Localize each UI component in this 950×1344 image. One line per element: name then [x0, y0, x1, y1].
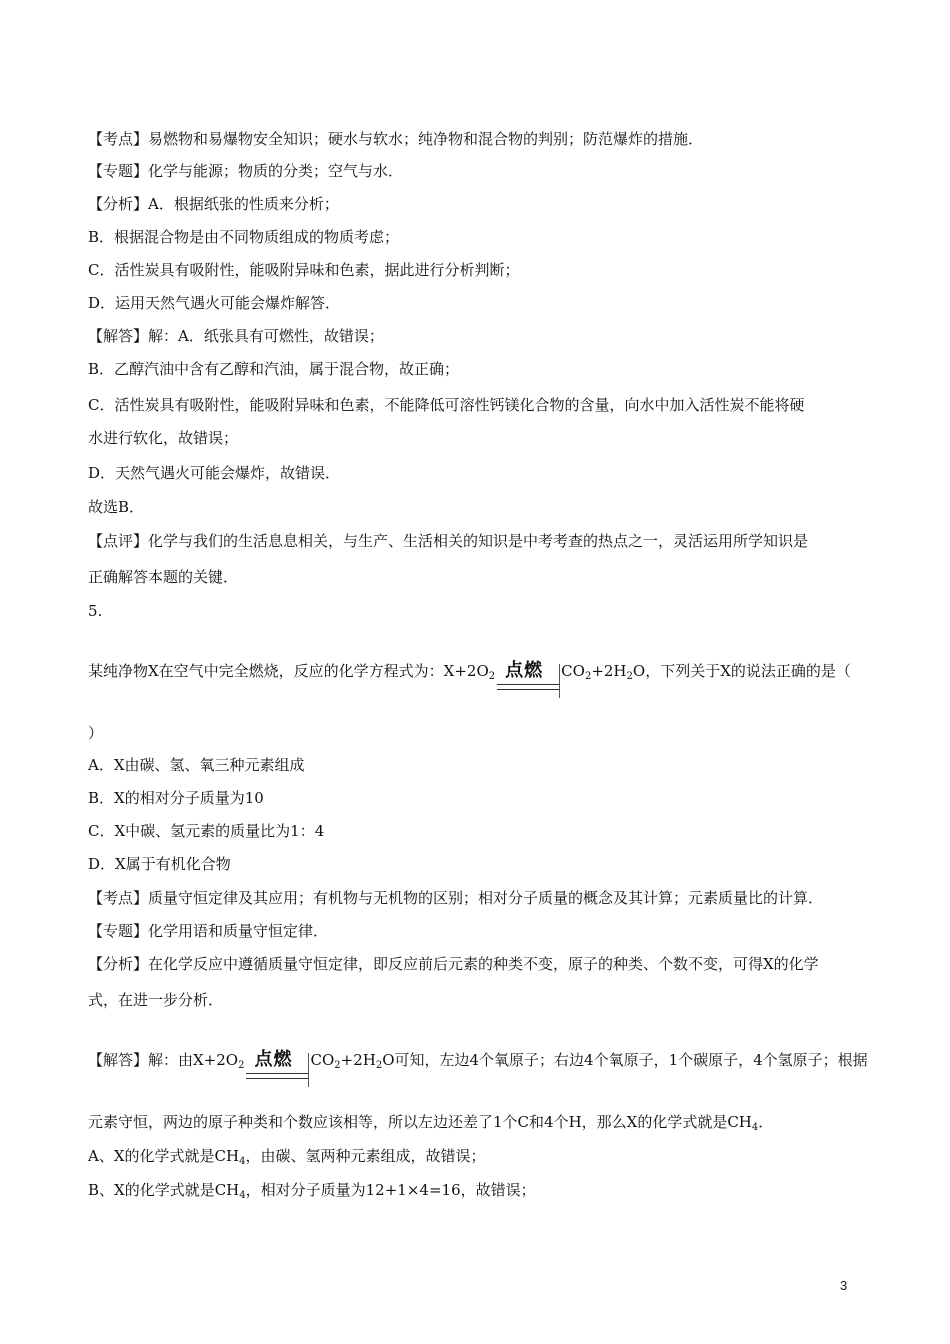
- q5-jieda-o-sub: 2: [238, 1060, 245, 1071]
- q5-jieda-line-2: [88, 1111, 890, 1133]
- q5-jieda-suffix: O可知，左边4个氧原子；右边4个氧原子，1个碳原子，4个氢原子；根据: [382, 1051, 868, 1069]
- equation-double-bar-bottom: [497, 689, 559, 690]
- q5-jieda-b-suffix: ，相对分子质量为12+1×4=16，故错误；: [245, 1181, 536, 1199]
- q5-number: 5.: [88, 602, 103, 620]
- q5-jieda: [88, 1049, 890, 1071]
- q5-jieda-co-sub: 2: [334, 1060, 341, 1071]
- reaction-condition-2: [246, 1049, 308, 1071]
- q4-jieda: 【解答】解：A．纸张具有可燃性，故错误；: [88, 327, 384, 345]
- q5-zhuanti: 【专题】化学用语和质量守恒定律．: [88, 922, 329, 940]
- reaction-condition-label-2: 点燃: [254, 1049, 293, 1070]
- q5-jieda-b-prefix: B、X的化学式就是CH: [88, 1181, 240, 1199]
- page-number: 3: [840, 1278, 848, 1293]
- q5-jieda-h-sub: 2: [375, 1060, 383, 1071]
- q5-jieda-a: [88, 1145, 890, 1167]
- reaction-condition: [497, 660, 559, 682]
- q4-jieda-d: D．天然气遇火可能会爆炸，故错误．: [88, 464, 341, 482]
- q5-fenxi-2: 式，在进一步分析．: [88, 991, 224, 1009]
- q5-stem-co: CO: [561, 662, 585, 680]
- q5-option-c: C．X中碳、氢元素的质量比为1：4: [88, 822, 325, 840]
- q5-jieda-prefix: 【解答】解：由X+2O: [88, 1051, 239, 1069]
- q5-fenxi-1: 【分析】在化学反应中遵循质量守恒定律，即反应前后元素的种类不变，原子的种类、个数不变，可得X的化学: [88, 955, 819, 973]
- q4-answer: 故选B．: [88, 498, 145, 516]
- q4-kaodian: 【考点】易燃物和易爆物安全知识；硬水与软水；纯净物和混合物的判别；防范爆炸的措施．: [88, 130, 704, 148]
- q5-jieda-h: +2H: [340, 1051, 376, 1069]
- q5-jieda-a-sub: 4: [239, 1156, 246, 1167]
- q4-jieda-b: B．乙醇汽油中含有乙醇和汽油，属于混合物，故正确；: [88, 360, 460, 378]
- q4-fenxi-d: D．运用天然气遇火可能会爆炸解答．: [88, 294, 341, 312]
- q5-stem-close: ）: [88, 724, 104, 742]
- q4-zhuanti: 【专题】化学与能源；物质的分类；空气与水．: [88, 162, 404, 180]
- q5-jieda-a-prefix: A、X的化学式就是CH: [88, 1147, 240, 1165]
- q5-jieda-line2-prefix: 元素守恒，两边的原子种类和个数应该相等，所以左边还差了1个C和4个H，那么X的化学式就是CH: [88, 1113, 752, 1131]
- q5-stem-suffix: O，下列关于X的说法正确的是（: [632, 662, 851, 680]
- q5-jieda-co: CO: [310, 1051, 335, 1069]
- q4-jieda-c2: 水进行软化，故错误；: [88, 429, 239, 447]
- q4-dianping-1: 【点评】化学与我们的生活息息相关，与生产、生活相关的知识是中考考查的热点之一，灵活运用所学知识是: [88, 532, 809, 550]
- q5-jieda-b-sub: 4: [239, 1190, 246, 1201]
- equation-double-bar-bottom-2: [246, 1078, 308, 1079]
- q4-fenxi: 【分析】A．根据纸张的性质来分析；: [88, 195, 339, 213]
- q4-jieda-c1: C．活性炭具有吸附性，能吸附异味和色素，不能降低可溶性钙镁化合物的含量，向水中加入活性炭不能将硬: [88, 396, 805, 414]
- reaction-condition-label: 点燃: [505, 660, 544, 681]
- q5-stem-co-sub: 2: [584, 671, 592, 682]
- q5-stem-h: +2H: [591, 662, 627, 680]
- equation-divider: [559, 664, 560, 698]
- q5-kaodian: 【考点】质量守恒定律及其应用；有机物与无机物的区别；相对分子质量的概念及其计算；元素质量比的计算．: [88, 889, 824, 907]
- q5-option-d: D．X属于有机化合物: [88, 855, 231, 873]
- q5-stem: [88, 660, 890, 682]
- equation-double-bar-top-2: [246, 1073, 308, 1074]
- equation-double-bar-top: [497, 684, 559, 685]
- q4-dianping-2: 正确解答本题的关键．: [88, 568, 239, 586]
- equation-divider-2: [308, 1053, 309, 1087]
- q4-fenxi-c: C．活性炭具有吸附性，能吸附异味和色素，据此进行分析判断；: [88, 261, 520, 279]
- q5-option-a: A．X由碳、氢、氧三种元素组成: [88, 756, 305, 774]
- q5-jieda-a-suffix: ，由碳、氢两种元素组成，故错误；: [245, 1147, 486, 1165]
- q5-jieda-b: [88, 1179, 890, 1201]
- q5-jieda-line2-suffix: ．: [758, 1113, 774, 1131]
- q5-jieda-line2-sub: 4: [751, 1122, 759, 1133]
- q5-stem-h-sub: 2: [626, 671, 633, 682]
- q4-fenxi-b: B．根据混合物是由不同物质组成的物质考虑；: [88, 228, 400, 246]
- q5-stem-prefix: 某纯净物X在空气中完全燃烧，反应的化学方程式为：X+2O: [88, 662, 489, 680]
- q5-option-b: B．X的相对分子质量为10: [88, 789, 264, 807]
- q5-stem-o-sub: 2: [488, 671, 496, 682]
